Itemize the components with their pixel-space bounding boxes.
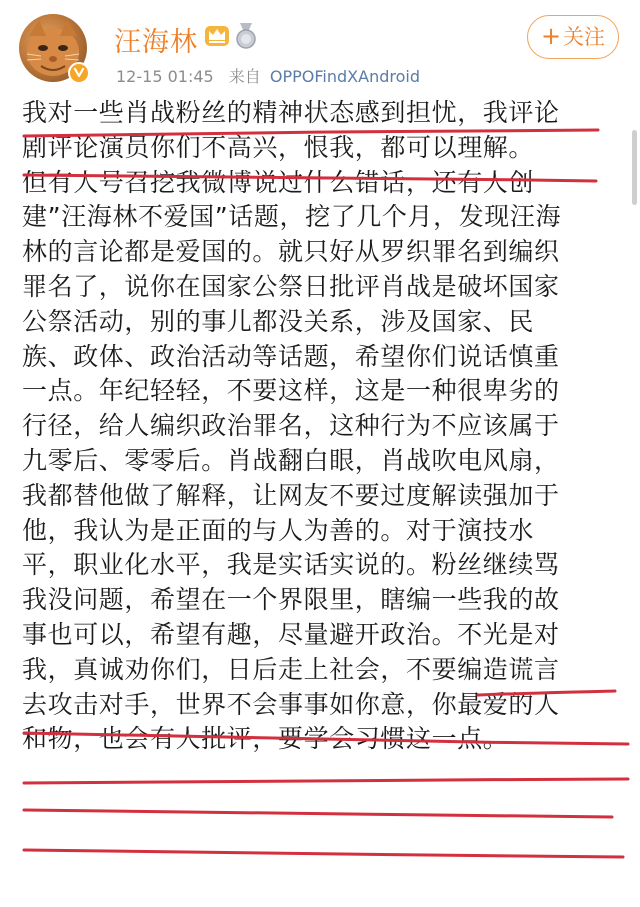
post-line: 公祭活动，别的事儿都没关系，涉及国家、民 xyxy=(22,306,535,336)
scrollbar[interactable] xyxy=(632,130,637,205)
post-line: 九零后、零零后。肖战翻白眼，肖战吹电风扇， xyxy=(22,445,560,475)
post-line: 平，职业化水平，我是实话实说的。粉丝继续骂 xyxy=(22,550,560,580)
post-line: 族、政体、政治活动等话题，希望你们说话慎重 xyxy=(22,341,560,371)
post-line: 他，我认为是正面的与人为善的。对于演技水 xyxy=(22,515,535,545)
post-line: 和物，也会有人批评，要学会习惯这一点。 xyxy=(22,724,509,754)
underline-mark xyxy=(24,850,623,857)
post-body xyxy=(22,96,622,757)
post-line: 林的言论都是爱国的。就只好从罗织罪名到编织 xyxy=(22,237,560,267)
follow-label: 关注 xyxy=(563,25,606,49)
post-line: 事也可以，希望有趣，尽量避开政治。不光是对 xyxy=(22,619,560,649)
underline-mark xyxy=(24,779,628,783)
post-line: 去攻击对手，世界不会事事如你意，你最爱的人 xyxy=(22,689,560,719)
post-line: 罪名了，说你在国家公祭日批评肖战是破坏国家 xyxy=(22,271,560,301)
post-line: 行径，给人编织政治罪名，这种行为不应该属于 xyxy=(22,411,560,441)
post-line: 一点。年纪轻轻，不要这样，这是一种很卑劣的 xyxy=(22,376,560,406)
post-line: 建”汪海林不爱国”话题，挖了几个月，发现汪海 xyxy=(22,202,562,232)
post-header xyxy=(0,0,640,96)
post-line: 剧评论演员你们不高兴，恨我，都可以理解。 xyxy=(22,132,535,162)
post-line: 但有人号召挖我微博说过什么错话，还有人创 xyxy=(22,167,535,197)
post-line: 我对一些肖战粉丝的精神状态感到担忧，我评论 xyxy=(22,98,560,127)
post-line: 我都替他做了解释，让网友不要过度解读强加于 xyxy=(22,480,560,510)
medal-icon[interactable] xyxy=(234,22,258,50)
source-label: 来自 xyxy=(228,67,261,86)
post-meta xyxy=(116,64,420,87)
post-timestamp: 12-15 01:45 xyxy=(116,67,214,86)
post-line: 我没问题，希望在一个界限里，瞎编一些我的故 xyxy=(22,585,560,615)
vip-crown-icon[interactable] xyxy=(204,22,230,48)
source-device-link[interactable]: OPPOFindXAndroid xyxy=(269,67,420,86)
underline-mark xyxy=(24,810,612,817)
username[interactable]: 汪海林 xyxy=(114,27,198,58)
plus-icon: + xyxy=(540,22,562,50)
post-line: 我，真诚劝你们，日后走上社会，不要编造谎言 xyxy=(22,654,560,684)
follow-button[interactable] xyxy=(527,15,619,59)
verified-badge-icon xyxy=(68,62,90,84)
